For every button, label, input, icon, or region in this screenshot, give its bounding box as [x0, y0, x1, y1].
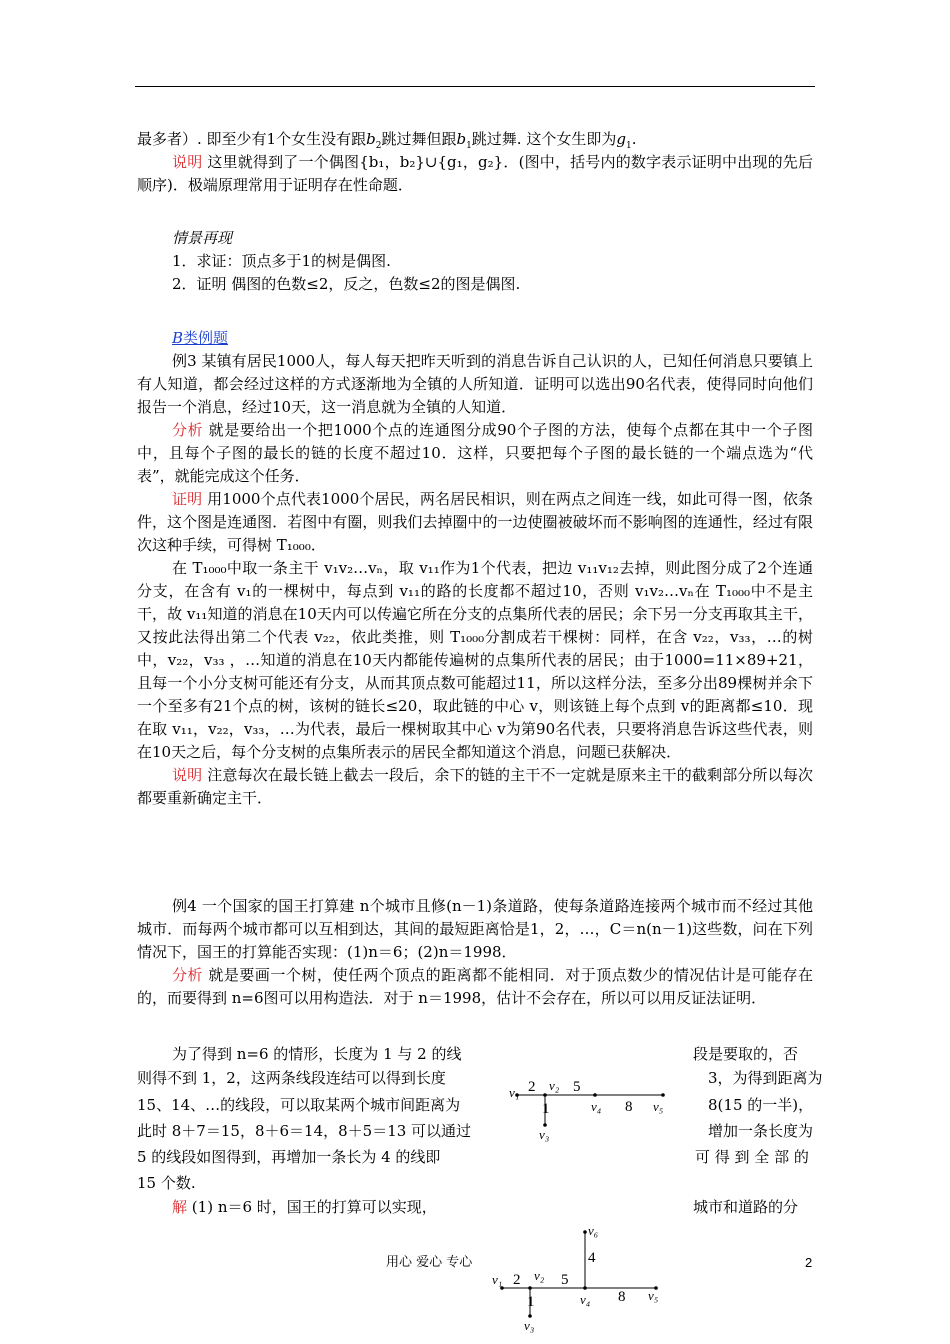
example-4-analysis — [137, 964, 813, 1010]
intro-block — [137, 128, 813, 197]
label-v4: v₄ — [580, 1292, 591, 1307]
label-v2: v₂ — [549, 1078, 560, 1093]
example-3-analysis — [137, 419, 813, 488]
label-v6: v₆ — [588, 1223, 599, 1238]
vertex-v2 — [528, 1286, 532, 1290]
edge-label-5: 5 — [573, 1079, 581, 1095]
right-line-4: 增加一条长度为 — [708, 1122, 814, 1140]
edge-label-5: 5 — [561, 1272, 569, 1288]
intro-text-d: . — [631, 130, 637, 148]
vertex-v2 — [543, 1093, 547, 1097]
header-rule — [135, 86, 815, 87]
edge-label-1: 1 — [527, 1294, 535, 1310]
ex4-solution-left — [172, 1196, 437, 1219]
section-b-letter: B — [172, 329, 184, 347]
intro-text-b: 跳过舞但跟 — [381, 130, 457, 148]
left-line-1: 为了得到 n=6 的情形，长度为 1 与 2 的线 — [172, 1045, 462, 1063]
edge-label-8: 8 — [618, 1289, 626, 1305]
solution-label: 解 — [172, 1198, 188, 1216]
label-v1: v₁ — [492, 1272, 503, 1287]
left-line-4: 此时 8＋7＝15，8＋6＝14，8＋5＝13 可以通过 — [137, 1122, 472, 1140]
var-g1: g — [616, 130, 626, 148]
right-line-1: 段是要取的，否 — [693, 1045, 799, 1063]
right-line-5: 可 得 到 全 部 的 — [695, 1148, 809, 1166]
example-3-note — [137, 764, 813, 810]
proof-text-2: 在 T₁₀₀₀中取一条主干 v₁v₂…vₙ，取 v₁₁作为1个代表，把边 v₁₁v₁₂去掉，则此图分成了2个连通分支，在含有 v₁的一棵树中，每点到 v₁₁的路的长度都不超过10，否则 v₁v₂…vₙ在 T₁₀₀₀中不是主干，故 v₁₁知道的消息在10天内可以传遍它所在分支的点集所代表的居民；余下另一分支再取其主干， 又按此法得出第二个代表 v₂₂，依此类推，则 T₁₀₀₀分割成若干棵树：同样，在含 v₂₂，v₃₃，…的树中，v₂₂，v₃₃ ，…知道的消息在10天内都能传遍树的点集所代表的居民；由于1000=11×89+21，且每一个小分支树可能还有分支，从而其顶点数可能超过11，所以这样分法，至多分出89棵树并余下一个至多有21个点的树，该树的链长≤20，取此链的中心 v，则该链上每个点到 v的距离都≤10．现在取 v₁₁，v₂₂，v₃₃，…为代表，最后一棵树取其中心 v为第90名代表，只要将消息告诉这些代表，则在10天之后，每个分支树的点集所表示的居民全都知道这个消息，问题已获解决． — [137, 559, 813, 761]
scenario-item-1: 1．求证：顶点多于1的树是偶图. — [172, 252, 391, 270]
label-v3: v₃ — [539, 1127, 550, 1142]
intro-text-c: 跳过舞. 这个女生即为 — [471, 130, 617, 148]
scenario-block — [137, 227, 813, 296]
solution-text: (1) n＝6 时，国王的打算可以实现， — [191, 1198, 437, 1216]
tree-figure-1 — [505, 1075, 685, 1150]
left-line-6: 15 个数. — [137, 1174, 196, 1192]
example-3-proof — [137, 488, 813, 557]
label-v5: v₅ — [653, 1099, 664, 1114]
var-b1: b — [456, 130, 467, 148]
vertex-v4 — [583, 1286, 587, 1290]
note-text: 这里就得到了一个偶图{b₁，b₂}∪{g₁，g₂}．(图中，括号内的数字表示证明中出现的先后顺序)．极端原理常用于证明存在性命题． — [137, 153, 813, 194]
analysis-text: 就是要给出一个把1000个点的连通图分成90个子图的方法，使每个点都在其中一个子图中，且每个子图的最长的链的长度不超过10．这样，只要把每个子图的最长链的一个端点选为“代表”，就能完成这个任务． — [137, 421, 813, 485]
edge-label-8: 8 — [625, 1099, 633, 1115]
label-v5: v₅ — [648, 1288, 659, 1303]
tree-figure-2 — [488, 1222, 678, 1334]
left-line-2: 则得不到 1，2，这两条线段连结可以得到长度 — [137, 1069, 446, 1087]
label-v1: v₁ — [509, 1085, 520, 1100]
analysis-label: 分析 — [172, 421, 204, 439]
page-footer: 用心 爱心 专心 — [386, 1255, 473, 1270]
note-text: 注意每次在最长链上截去一段后，余下的链的主干不一定就是原来主干的截剩部分所以每次都要重新确定主干． — [137, 766, 813, 807]
proof-text-1: 用1000个点代表1000个居民，两名居民相识，则在两点之间连一线，如此可得一图，依条件，这个图是连通图．若图中有圈，则我们去掉圈中的一边使圈被破坏而不影响图的连通性，经过有限次这种手续，可得树 T₁₀₀₀． — [137, 490, 813, 554]
var-b2-sub: 2 — [375, 141, 382, 151]
section-b-heading — [137, 327, 813, 350]
right-line-3: 8(15 的一半)， — [708, 1096, 814, 1114]
label-v3: v₃ — [524, 1318, 535, 1333]
analysis-text: 就是要画一个树，使任两个顶点的距离都不能相同．对于顶点数少的情况估计是可能存在的，而要得到 n=6图可以用构造法．对于 n＝1998，估计不会存在，所以可以用反证法证明． — [137, 966, 813, 1007]
left-line-3: 15、14、…的线段，可以取某两个城市间距离为 — [137, 1096, 461, 1114]
edge-label-2: 2 — [528, 1079, 536, 1095]
intro-line — [137, 128, 813, 151]
ex4-solution-right: 城市和道路的分 — [693, 1198, 799, 1216]
page-number: 2 — [805, 1255, 813, 1270]
right-line-2: 3，为得到距离为 — [708, 1069, 823, 1087]
var-b2: b — [366, 130, 376, 148]
edge-label-2: 2 — [513, 1272, 521, 1288]
scenario-heading: 情景再现 — [172, 229, 233, 247]
label-v4: v₄ — [591, 1099, 602, 1114]
label-v2: v₂ — [534, 1268, 545, 1283]
vertex-v6 — [583, 1230, 587, 1234]
var-g1-sub: 1 — [625, 141, 632, 151]
edge-label-4: 4 — [588, 1250, 596, 1266]
example-4-problem: 例4 一个国家的国王打算建 n个城市且修(n－1)条道路，使每条道路连接两个城市而不经过其他城市．而每两个城市都可以互相到达，其间的最短距离恰是1，2，…，C＝n(n－1)这些数，问在下列情况下，国王的打算能否实现：(1)n＝6；(2)n＝1998． — [137, 897, 813, 961]
analysis-label: 分析 — [172, 966, 204, 984]
vertex-v4 — [593, 1093, 597, 1097]
note-label: 说明 — [172, 153, 203, 171]
intro-note — [137, 151, 813, 197]
left-line-5: 5 的线段如图得到，再增加一条长为 4 的线即 — [137, 1148, 441, 1166]
example-4-block — [137, 895, 813, 1010]
note-label: 说明 — [172, 766, 203, 784]
section-b-block — [137, 327, 813, 810]
section-b-text: 类例题 — [183, 329, 229, 347]
proof-label: 证明 — [172, 490, 203, 508]
intro-text-a: 最多者）. 即至少有1个女生没有跟 — [137, 130, 367, 148]
scenario-item-2: 2．证明 偶图的色数≤2，反之，色数≤2的图是偶图. — [172, 275, 521, 293]
vertex-v5 — [661, 1093, 665, 1097]
edge-label-1: 1 — [542, 1101, 550, 1117]
example-3-problem: 例3 某镇有居民1000人，每人每天把昨天听到的消息告诉自己认识的人，已知任何消息只要镇上有人知道，都会经过这样的方式逐渐地为全镇的人所知道．证明可以选出90名代表，使得同时向他们报告一个消息，经过10天，这一消息就为全镇的人知道． — [137, 352, 813, 416]
var-b1-sub: 1 — [466, 141, 472, 151]
